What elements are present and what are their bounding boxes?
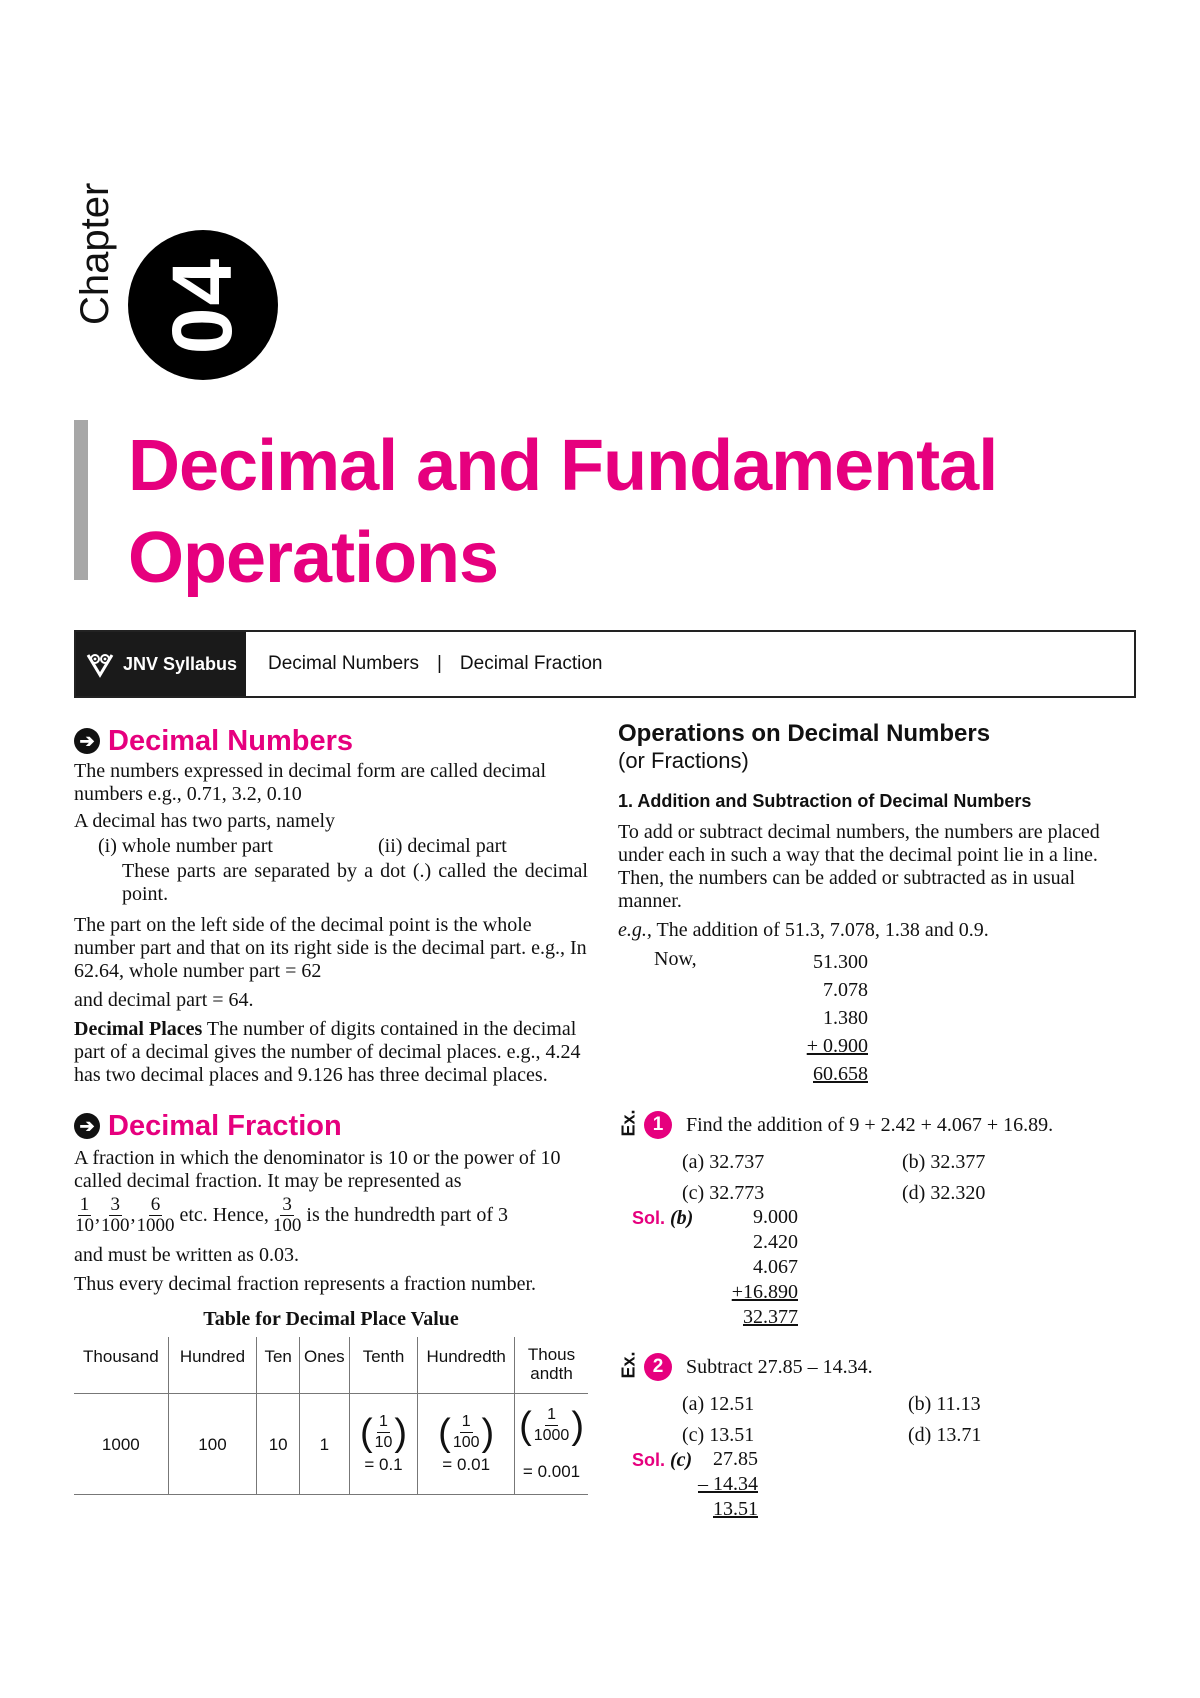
- fraction-numerator: 1: [79, 1194, 90, 1215]
- eg-text: The addition of 51.3, 7.078, 1.38 and 0.9.: [656, 919, 989, 941]
- fraction: [137, 1195, 175, 1236]
- syllabus-bar: [74, 630, 1136, 698]
- solution-label-wrap: [632, 1207, 693, 1230]
- example-tag: Ex.: [618, 1108, 639, 1136]
- decimal-places-paragraph: [74, 1018, 588, 1087]
- paragraph: Thus every decimal fraction represents a fraction number.: [74, 1273, 537, 1295]
- paragraph: To add or subtract decimal numbers, the numbers are placed under each in such a way that the decimal point lie in a line. Then, the numbers can be added or subtracted as in usual manner.: [618, 821, 1100, 912]
- title-line-1: Decimal and Fundamental: [128, 426, 998, 506]
- table-cell: [515, 1394, 588, 1495]
- example-question: Subtract 27.85 – 14.34.: [686, 1355, 873, 1378]
- cell-value: = 0.001: [522, 1462, 581, 1481]
- fraction-numerator: 1: [377, 1412, 390, 1433]
- syllabus-item-decimal-numbers: Decimal Numbers: [268, 653, 419, 674]
- solution-answer: (c): [670, 1449, 693, 1471]
- section-heading-decimal-numbers: [74, 724, 588, 757]
- work-result: 32.377: [743, 1306, 798, 1328]
- work-row: 9.000: [753, 1206, 798, 1228]
- solution-1: [618, 1205, 1138, 1329]
- example-tag: Ex.: [618, 1350, 639, 1378]
- table-row: [74, 1394, 588, 1495]
- work-row: +16.890: [731, 1281, 798, 1303]
- fraction: [101, 1195, 130, 1236]
- solution-work: [714, 1205, 798, 1330]
- solution-label: Sol.: [632, 1450, 666, 1470]
- table-header: Hundred: [168, 1337, 257, 1394]
- solution-label: Sol.: [632, 1208, 666, 1228]
- fraction-denominator: 100: [452, 1434, 480, 1451]
- table-cell: [349, 1394, 418, 1495]
- option: (d) 13.71: [908, 1424, 982, 1446]
- section-heading-decimal-fraction: [74, 1109, 588, 1142]
- subsection-heading-addition: 1. Addition and Subtraction of Decimal Numbers: [618, 791, 1032, 811]
- paragraph: A decimal has two parts, namely: [74, 810, 336, 832]
- paragraph: and decimal part = 64.: [74, 989, 254, 1011]
- solution-answer: (b): [670, 1207, 694, 1229]
- section-subheading: (or Fractions): [618, 748, 749, 773]
- fraction-denominator: 1000: [533, 1427, 570, 1444]
- arrow-circle-icon: ➔: [74, 1113, 100, 1139]
- paragraph: A fraction in which the denominator is 10 or the power of 10 called decimal fraction. It may be represented as: [74, 1147, 561, 1192]
- example-line: [618, 919, 1138, 942]
- cell-value: = 0.01: [442, 1455, 491, 1474]
- example-number: 2: [644, 1353, 672, 1381]
- page-title: [128, 420, 1148, 604]
- addition-work: [618, 948, 1138, 1093]
- parts-list: [74, 835, 588, 858]
- fraction: [273, 1195, 302, 1236]
- paragraph: The part on the left side of the decimal point is the whole number part and that on its right side is the decimal part. e.g., In 62.64, whole number part = 62: [74, 914, 587, 982]
- term-label: Decimal Places: [74, 1018, 203, 1040]
- solution-label-wrap: [632, 1449, 692, 1472]
- addition-row: 51.300: [813, 951, 868, 973]
- bracketed-fraction: ( $\frac{1}{100}$ ): [438, 1411, 495, 1454]
- solution-work: [688, 1447, 758, 1522]
- fraction-denominator: 10: [75, 1215, 94, 1236]
- title-line-2: Operations: [128, 518, 499, 598]
- fraction-denominator: 1000: [136, 1215, 175, 1236]
- solution-2: [618, 1447, 1138, 1527]
- addition-row: 7.078: [823, 979, 868, 1001]
- table-header: Thous andth: [515, 1337, 588, 1394]
- example-2: [618, 1350, 1138, 1381]
- comma: ,: [95, 1204, 100, 1226]
- syllabus-items: [268, 632, 602, 696]
- text: etc. Hence,: [179, 1204, 269, 1226]
- paragraph: The numbers expressed in decimal form are called decimal numbers e.g., 0.71, 3.2, 0.10: [74, 760, 547, 805]
- fraction-denominator: 100: [272, 1215, 302, 1236]
- work-row: 4.067: [753, 1256, 798, 1278]
- option: (b) 11.13: [908, 1393, 981, 1415]
- title-accent-bar: [74, 420, 88, 580]
- place-value-table: [74, 1337, 588, 1495]
- addition-column: [768, 948, 868, 1088]
- fraction-numerator: 1: [460, 1412, 473, 1433]
- table-header: Ten: [257, 1337, 300, 1394]
- option: (d) 32.320: [902, 1182, 986, 1204]
- paragraph: These parts are separated by a dot (.) called the decimal point.: [122, 860, 588, 905]
- table-header-row: [74, 1337, 588, 1394]
- fraction-numerator: 6: [150, 1194, 161, 1215]
- fraction-numerator: 3: [282, 1194, 292, 1215]
- table-header: Tenth: [349, 1337, 418, 1394]
- chapter-number-wrap: [128, 230, 278, 380]
- table-header: Thousand: [74, 1337, 168, 1394]
- option: (a) 12.51: [682, 1393, 755, 1415]
- table-title: Table for Decimal Place Value: [203, 1308, 459, 1330]
- option: (c) 13.51: [682, 1424, 755, 1446]
- chapter-label: Chapter: [73, 182, 117, 325]
- options: [618, 1151, 1138, 1205]
- syllabus-separator: |: [436, 653, 442, 674]
- bracketed-fraction: ( $\frac{1}{10}$ ): [359, 1411, 408, 1454]
- left-column: [74, 724, 588, 1495]
- table-cell: 100: [168, 1394, 257, 1495]
- work-result: 13.51: [713, 1498, 758, 1520]
- option: (b) 32.377: [902, 1151, 986, 1173]
- addition-row: 1.380: [823, 1007, 868, 1029]
- fraction-denominator: 100: [101, 1215, 130, 1236]
- right-column: [618, 722, 1138, 1527]
- heading-text: Decimal Numbers: [108, 724, 353, 757]
- arrow-circle-icon: ➔: [74, 728, 100, 754]
- comma: ,: [130, 1204, 136, 1226]
- paragraph: and must be written as 0.03.: [74, 1244, 299, 1266]
- table-cell: 10: [257, 1394, 300, 1495]
- fraction: [75, 1195, 94, 1236]
- work-row: 2.420: [753, 1231, 798, 1253]
- addition-row: + 0.900: [806, 1035, 868, 1057]
- part-item: (i) whole number part: [98, 835, 273, 857]
- cell-value: = 0.1: [364, 1455, 403, 1474]
- chapter-number: 04: [155, 256, 250, 354]
- bracketed-fraction: ( $\frac{1}{1000}$ ): [519, 1404, 584, 1447]
- option: (c) 32.773: [682, 1182, 765, 1204]
- work-row: 27.85: [713, 1448, 758, 1470]
- part-item: (ii) decimal part: [378, 835, 507, 857]
- owl-logo-icon: [85, 650, 115, 678]
- heading-text: Decimal Fraction: [108, 1109, 342, 1142]
- section-heading-operations: Operations on Decimal Numbers: [618, 720, 991, 747]
- options: [618, 1393, 1138, 1447]
- fraction-numerator: 3: [110, 1194, 120, 1215]
- option: (a) 32.737: [682, 1151, 765, 1173]
- table-header: Ones: [300, 1337, 350, 1394]
- eg-label: e.g.,: [618, 919, 652, 941]
- syllabus-item-decimal-fraction: Decimal Fraction: [459, 653, 603, 674]
- example-number: 1: [644, 1111, 672, 1139]
- fraction-numerator: 1: [545, 1405, 558, 1426]
- table-cell: [418, 1394, 515, 1495]
- fraction-denominator: 10: [374, 1434, 393, 1451]
- table-header: Hundredth: [418, 1337, 515, 1394]
- addition-result: 60.658: [813, 1063, 868, 1085]
- work-row: – 14.34: [698, 1473, 758, 1495]
- syllabus-label-box: [76, 632, 246, 696]
- term-text: The number of digits contained in the decimal part of a decimal gives the number of decimal places. e.g., 4.24 has two decimal places and 9.126 has three decimal places.: [74, 1018, 581, 1086]
- table-cell: 1000: [74, 1394, 168, 1495]
- now-label: Now,: [654, 948, 697, 970]
- syllabus-label: JNV Syllabus: [122, 653, 238, 674]
- fraction-line: [74, 1195, 588, 1236]
- example-1: [618, 1108, 1138, 1139]
- text: is the hundredth part of 3: [306, 1204, 509, 1226]
- table-cell: 1: [300, 1394, 350, 1495]
- example-question: Find the addition of 9 + 2.42 + 4.067 + 16.89.: [686, 1113, 1054, 1136]
